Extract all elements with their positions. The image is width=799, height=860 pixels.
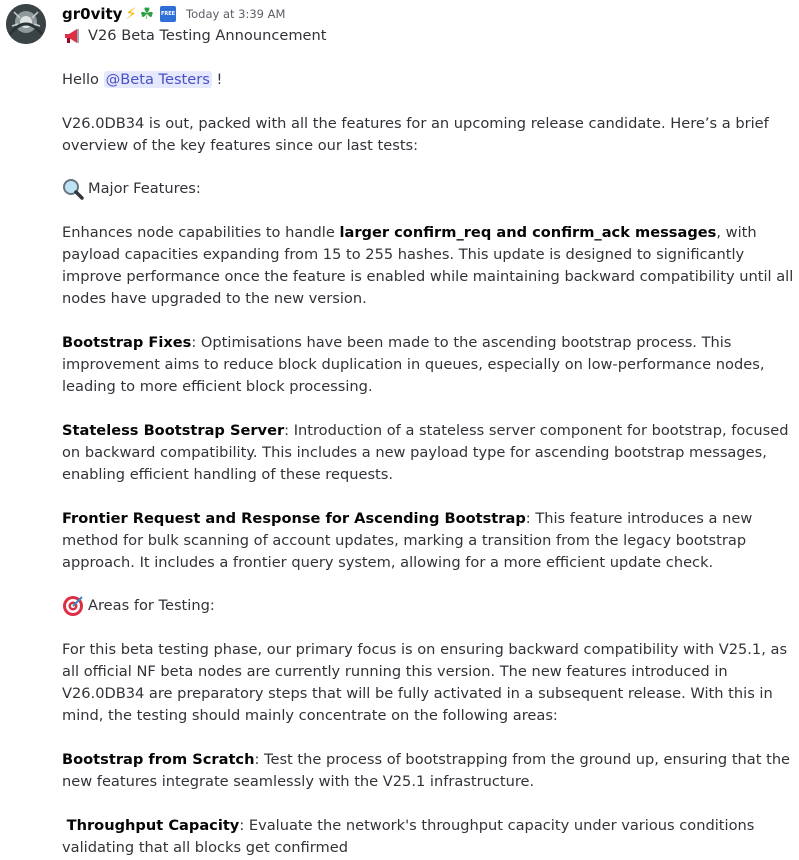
feature-paragraph: Bootstrap Fixes: Optimisations have been made to the ascending bootstrap process. This improvement aims to reduce block duplication in queues, especially on low-performance nodes, leading to more efficient block processing. [62,334,765,395]
message-timestamp[interactable]: Today at 3:39 AM [186,7,286,21]
areas-intro-paragraph: For this beta testing phase, our primary focus is on ensuring backward compatibility with V25.1, as all official NF beta nodes are currently running this version. The new features introduced in V26.0DB34 are preparatory steps that will be fully activated in a subsequent release. With this in mind, the testing should mainly concentrate on the following areas: [62,641,788,724]
greeting: Hello @Beta Testers ! [62,71,223,88]
role-mention[interactable]: @Beta Testers [105,71,210,88]
feature-paragraph: Stateless Bootstrap Server: Introduction of a stateless server component for bootstrap, focused on backward compatibility. This includes a new payload type for ascending bootstrap messages, enabling efficient handling of these requests. [62,422,789,483]
testing-area-paragraph: Bootstrap from Scratch: Test the process of bootstrapping from the ground up, ensuring that the new features integrate seamlessly with the V25.1 infrastructure. [62,751,791,790]
areas-heading: Areas for Testing: [62,595,799,617]
feature-paragraph: Enhances node capabilities to handle larger confirm_req and confirm_ack messages, with payload capacities expanding from 15 to 255 hashes. This update is designed to significantly improve performance once the feature is enabled while maintaining backward compatibility until all nodes have upgraded to the new version. [62,224,794,307]
testing-area-paragraph: Throughput Capacity: Evaluate the network's throughput capacity under various conditions validating that all blocks get confirmed [62,817,755,856]
megaphone-icon [62,25,84,47]
intro-paragraph: V26.0DB34 is out, packed with all the features for an upcoming release candidate. Here’s a brief overview of the key features since our last tests: [62,115,769,154]
message-body [62,25,799,859]
title-text: V26 Beta Testing Announcement [88,27,327,44]
major-features-heading: Major Features: [62,178,799,200]
free-badge-icon: FREE [160,6,176,22]
user-avatar[interactable] [6,4,46,44]
announcement-title [62,25,799,47]
feature-paragraph: Frontier Request and Response for Ascending Bootstrap: This feature introduces a new method for bulk scanning of account updates, marking a transition from the legacy bootstrap approach. It includes a frontier query system, allowing for a more efficient update check. [62,510,753,571]
magnifying-glass-icon [62,178,84,200]
message-header [62,0,799,26]
lightning-icon: ⚡ [125,4,137,23]
clover-icon: ☘ [139,4,155,23]
target-icon [62,595,84,617]
username[interactable]: gr0vity [62,5,123,23]
